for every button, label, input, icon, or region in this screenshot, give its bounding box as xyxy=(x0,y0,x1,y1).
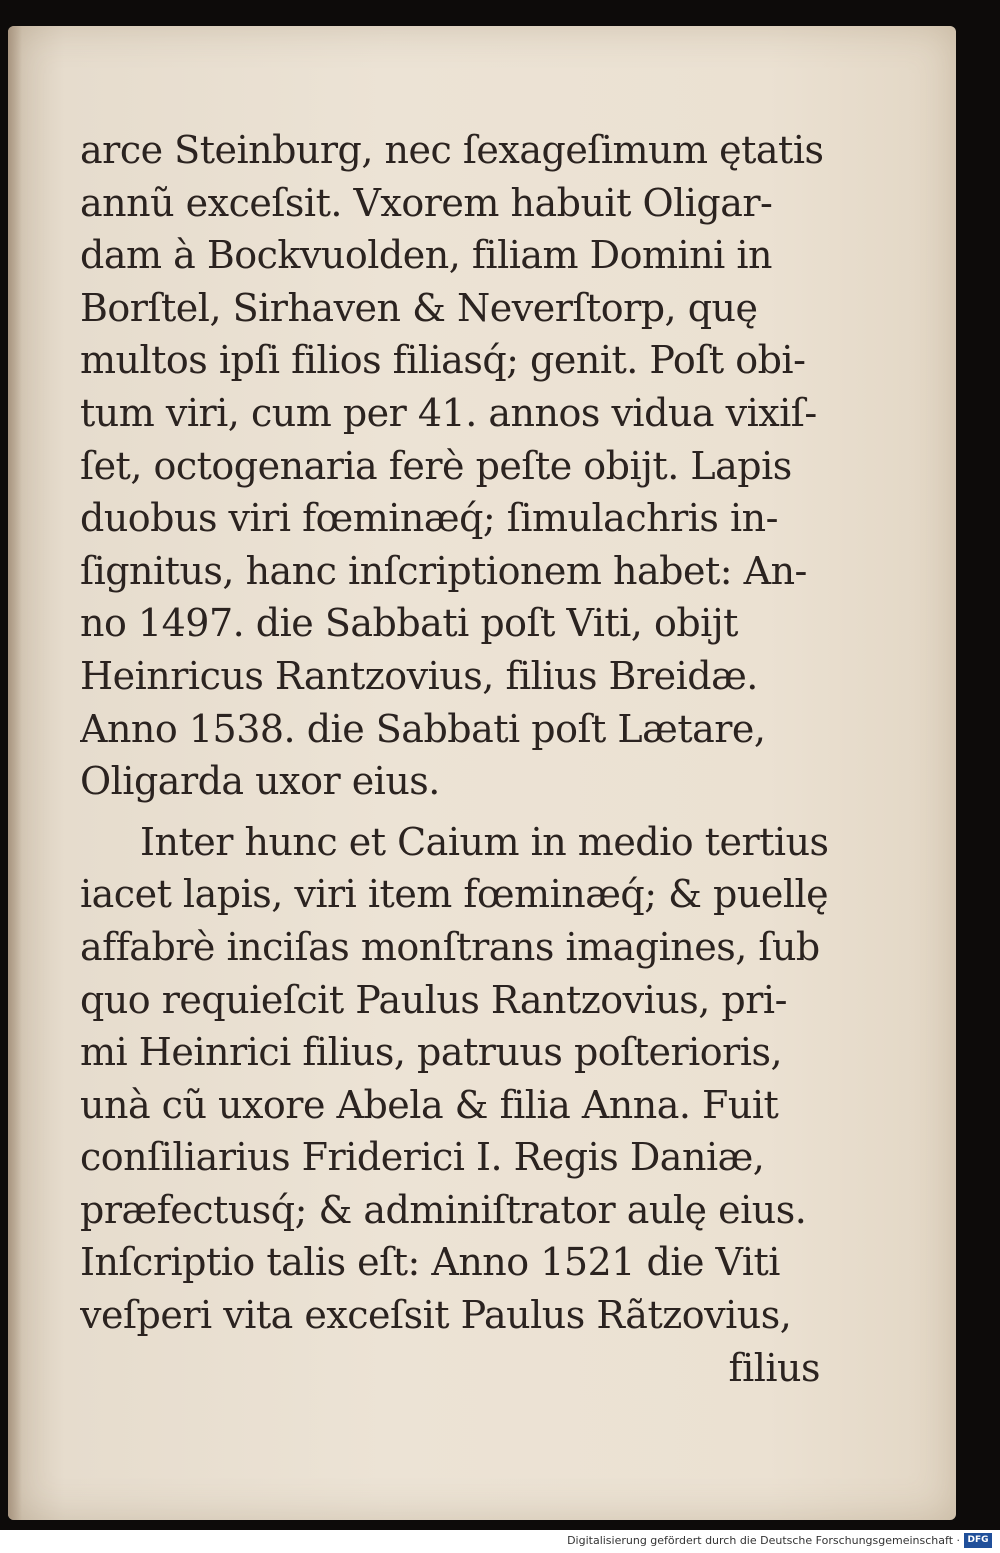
footer-credit: Digitalisierung gefördert durch die Deutsche Forschungsgemeinschaft · xyxy=(567,1534,960,1547)
text-line: Borſtel, Sirhaven & Neverſtorp, quę xyxy=(80,285,758,330)
text-line: Heinricus Rantzovius, filius Breidæ. xyxy=(80,653,758,698)
text-line: multos ipſi filios filiasq́; genit. Poſt obi- xyxy=(80,338,806,383)
dfg-logo-icon: DFG xyxy=(964,1533,992,1548)
text-line: affabrè inciſas monſtrans imagines, ſub xyxy=(80,924,820,969)
text-line: quo requieſcit Paulus Rantzovius, pri- xyxy=(80,977,787,1022)
text-line: iacet lapis, viri item fœminæq́; & puellę xyxy=(80,872,829,917)
text-line: Anno 1538. die Sabbati poſt Lætare, xyxy=(80,706,766,751)
text-line: unà cũ uxore Abela & filia Anna. Fuit xyxy=(80,1082,779,1127)
text-line: tum viri, cum per 41. annos vidua vixiſ- xyxy=(80,390,817,435)
text-line: no 1497. die Sabbati poſt Viti, obijt xyxy=(80,601,738,646)
text-line: arce Steinburg, nec ſexageſimum ętatis xyxy=(80,128,824,172)
text-line: præfectusq́; & adminiſtrator aulę eius. xyxy=(80,1187,807,1232)
paragraph-first-line: Inter hunc et Caium in medio tertius xyxy=(140,819,829,864)
text-line: dam à Bockvuolden, filiam Domini in xyxy=(80,233,773,278)
text-line: veſperi vita exceſsit Paulus Rãtzovius, xyxy=(80,1293,792,1338)
text-line: Inſcriptio talis eſt: Anno 1521 die Viti xyxy=(80,1240,780,1285)
text-line: ſet, octogenaria ferè peſte obijt. Lapis xyxy=(80,443,792,488)
book-page xyxy=(8,26,956,1520)
text-line: annũ exceſsit. Vxorem habuit Oligar- xyxy=(80,180,773,225)
digitization-footer xyxy=(0,1530,1000,1553)
text-line: conſiliarius Friderici I. Regis Daniæ, xyxy=(80,1135,765,1180)
text-line: duobus viri fœminæq́; ſimulachris in- xyxy=(80,496,778,541)
catchword: filius xyxy=(728,1345,820,1390)
text-line: Oligarda uxor eius. xyxy=(80,759,440,804)
page-gutter-shadow xyxy=(8,26,22,1520)
text-line: mi Heinrici filius, patruus poſterioris, xyxy=(80,1030,783,1075)
body-text xyxy=(80,124,860,1394)
text-line: ſignitus, hanc inſcriptionem habet: An- xyxy=(80,548,807,593)
